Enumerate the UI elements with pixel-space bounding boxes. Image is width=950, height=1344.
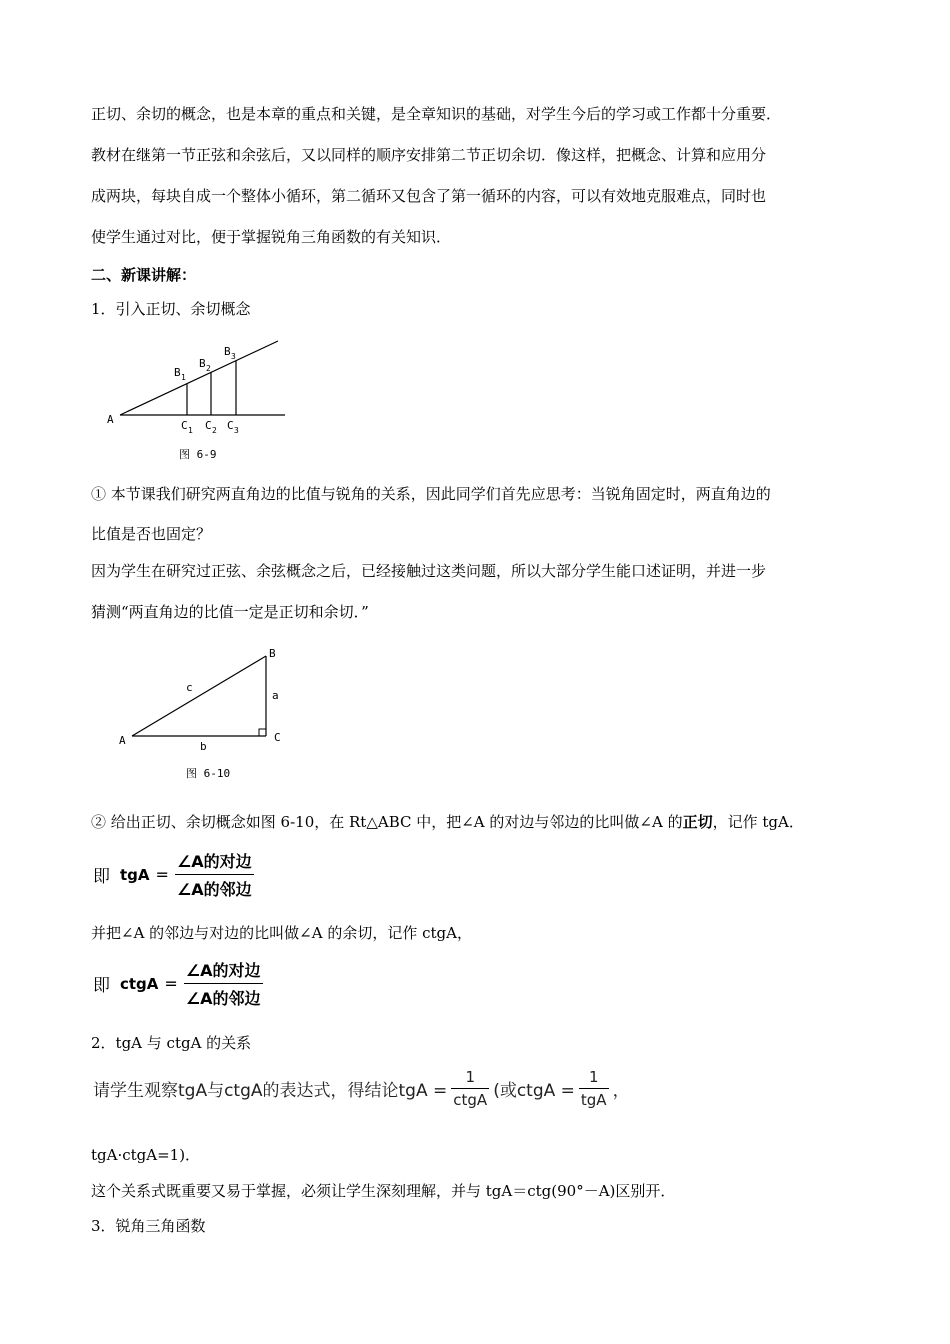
label-a: A [107, 413, 114, 426]
label-b2: B [199, 357, 206, 370]
label-side-b: b [200, 740, 207, 753]
figure-caption: 图 6-9 [179, 448, 217, 461]
fraction-numerator: ∠A的对边 [176, 852, 252, 871]
paragraph-line: 教材在继第一节正弦和余弦后，又以同样的顺序安排第二节正切余切．像这样，把概念、计算和应用分 [91, 146, 767, 164]
formula-lead: 即 [93, 976, 110, 996]
paragraph-line: 并把∠A 的邻边与对边的比叫做∠A 的余切，记作 ctgA， [91, 924, 472, 942]
formula-lhs: tgA [120, 865, 150, 884]
subsection-title: 3．锐角三角函数 [91, 1217, 206, 1235]
paragraph-line: 这个关系式既重要又易于掌握，必须让学生深刻理解，并与 tgA＝ctg(90°－A)区别开． [91, 1182, 676, 1200]
paragraph-line: tgA·ctgA=1)． [91, 1146, 201, 1164]
definition-text: ，记作 tgA． [712, 813, 804, 831]
paragraph-line: ① 本节课我们研究两直角边的比值与锐角的关系，因此同学们首先应思考：当锐角固定时，两直角边的 [91, 485, 771, 503]
label-c3-sub: 3 [234, 426, 239, 435]
label-b1: B [174, 366, 181, 379]
subsection-title: 1．引入正切、余切概念 [91, 300, 251, 318]
fraction-denominator: ctgA [453, 1091, 488, 1109]
label-a-vertex: A [119, 734, 126, 747]
paragraph-line: 正切、余切的概念，也是本章的重点和关键，是全章知识的基础，对学生今后的学习或工作都十分重要． [91, 105, 782, 123]
formula-tg [93, 849, 254, 900]
paragraph-line: 因为学生在研究过正弦、余弦概念之后，已经接触过这类问题，所以大部分学生能口述证明，并进一步 [91, 562, 767, 580]
subsection-title: 2．tgA 与 ctgA 的关系 [91, 1034, 252, 1052]
relation-text: ， [612, 1081, 630, 1101]
relation-text: 请学生观察tgA与ctgA的表达式，得结论tgA = [93, 1081, 448, 1101]
formula-fraction [175, 849, 254, 900]
figure-6-9 [100, 338, 300, 468]
formula-ctg [93, 958, 263, 1009]
figure-caption: 图 6-10 [186, 767, 231, 780]
label-b3: B [224, 345, 231, 358]
label-c1: C [181, 419, 188, 432]
fraction-numerator: 1 [588, 1068, 599, 1086]
formula-lhs: ctgA [120, 974, 159, 993]
right-angle-mark [259, 729, 266, 736]
fraction-numerator: 1 [465, 1068, 475, 1086]
label-b-vertex: B [269, 647, 276, 660]
paragraph-line: 成两块，每块自成一个整体小循环，第二循环又包含了第一循环的内容，可以有效地克服难点，同时也 [91, 187, 767, 205]
section-heading: 二、新课讲解： [91, 266, 197, 284]
definition-term: 正切 [682, 813, 713, 831]
label-side-c: c [186, 681, 193, 694]
formula-fraction [184, 958, 263, 1009]
relation-fraction-2 [579, 1068, 609, 1109]
fraction-denominator: tgA [580, 1091, 607, 1109]
definition-text: ② 给出正切、余切概念如图 6-10，在 Rt△ABC 中，把∠A 的对边与邻边的比叫做∠A 的 [91, 813, 683, 831]
label-c3: C [227, 419, 234, 432]
definition-line [91, 812, 804, 832]
label-b3-sub: 3 [231, 352, 236, 361]
hypotenuse-c [132, 656, 266, 736]
label-c1-sub: 1 [188, 426, 193, 435]
paragraph-line: 猜测“两直角边的比值一定是正切和余切．” [91, 603, 369, 621]
paragraph-line: 比值是否也固定？ [91, 525, 212, 543]
relation-fraction-1 [451, 1068, 489, 1109]
formula-equals: = [155, 865, 169, 884]
label-b1-sub: 1 [181, 373, 186, 382]
label-c2: C [205, 419, 212, 432]
slant-line [120, 341, 278, 415]
label-c2-sub: 2 [212, 426, 217, 435]
label-side-a: a [272, 689, 279, 702]
figure-6-10 [110, 640, 300, 785]
relation-formula [93, 1068, 630, 1109]
fraction-denominator: ∠A的邻边 [185, 989, 261, 1008]
label-b2-sub: 2 [206, 364, 211, 373]
formula-equals: = [164, 974, 178, 993]
formula-lead: 即 [93, 867, 110, 887]
paragraph-line: 使学生通过对比，便于掌握锐角三角函数的有关知识． [91, 228, 452, 246]
fraction-denominator: ∠A的邻边 [176, 880, 252, 899]
relation-text: (或ctgA = [493, 1081, 575, 1101]
fraction-numerator: ∠A的对边 [185, 961, 261, 980]
label-c-vertex: C [274, 731, 281, 744]
